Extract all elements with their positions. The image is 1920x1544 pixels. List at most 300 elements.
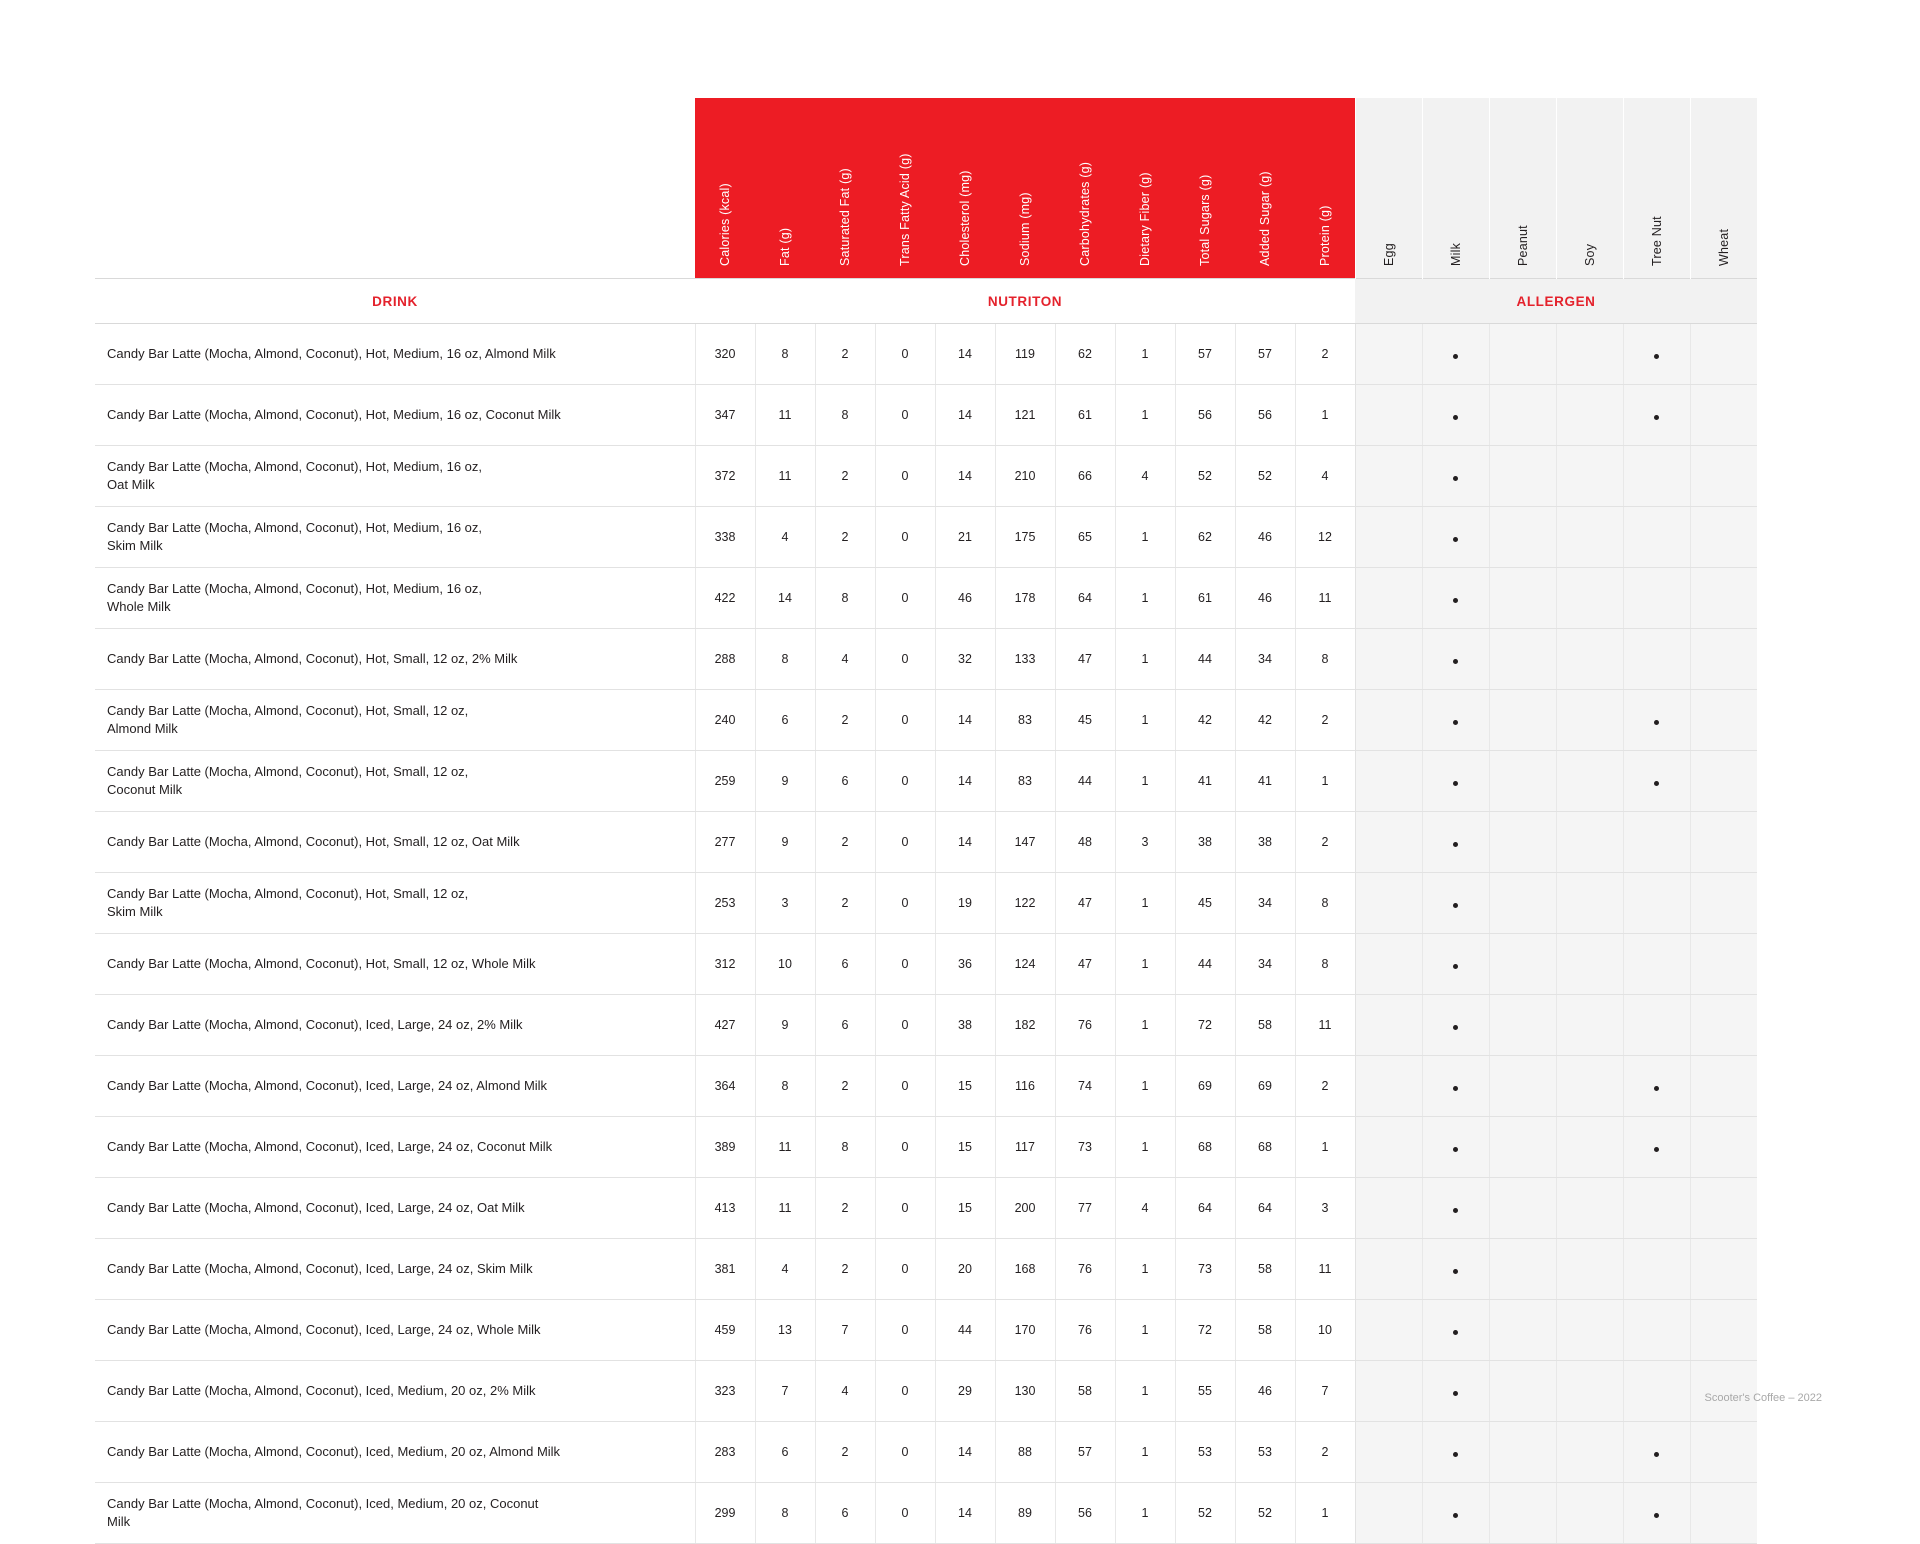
nutrition-value-cell: 1 (1295, 1117, 1355, 1178)
nutrition-value-cell: 10 (755, 934, 815, 995)
allergen-cell (1355, 324, 1422, 385)
nutrition-value-cell: 4 (1115, 1178, 1175, 1239)
allergen-cell (1623, 1056, 1690, 1117)
header-soy (1556, 98, 1623, 279)
allergen-cell (1422, 873, 1489, 934)
allergen-dot-icon (1453, 1086, 1458, 1091)
nutrition-value-cell: 34 (1235, 934, 1295, 995)
section-title-row (95, 279, 1757, 324)
table-row (95, 995, 1757, 1056)
nutrition-value-cell: 288 (695, 629, 755, 690)
header-trans-fatty-acid (875, 98, 935, 279)
drink-name-cell: Candy Bar Latte (Mocha, Almond, Coconut), Iced, Large, 24 oz, Oat Milk (95, 1178, 695, 1239)
nutrition-value-cell: 47 (1055, 873, 1115, 934)
nutrition-value-cell: 14 (935, 1422, 995, 1483)
nutrition-value-cell: 58 (1235, 1239, 1295, 1300)
header-saturated-fat (815, 98, 875, 279)
nutrition-value-cell: 11 (755, 1117, 815, 1178)
table-row (95, 507, 1757, 568)
nutrition-value-cell: 178 (995, 568, 1055, 629)
allergen-cell (1623, 1483, 1690, 1544)
nutrition-value-cell: 1 (1115, 1483, 1175, 1544)
drink-name-cell: Candy Bar Latte (Mocha, Almond, Coconut), Hot, Medium, 16 oz, Oat Milk (95, 446, 695, 507)
nutrition-value-cell: 6 (815, 934, 875, 995)
nutrition-value-cell: 15 (935, 1178, 995, 1239)
allergen-dot-icon (1453, 964, 1458, 969)
nutrition-value-cell: 61 (1175, 568, 1235, 629)
allergen-dot-icon (1654, 1147, 1659, 1152)
nutrition-value-cell: 6 (755, 690, 815, 751)
allergen-dot-icon (1453, 598, 1458, 603)
nutrition-value-cell: 7 (755, 1361, 815, 1422)
table-row (95, 1361, 1757, 1422)
nutrition-value-cell: 459 (695, 1300, 755, 1361)
nutrition-value-cell: 2 (1295, 1422, 1355, 1483)
nutrition-value-cell: 14 (935, 446, 995, 507)
allergen-cell (1556, 812, 1623, 873)
nutrition-value-cell: 62 (1055, 324, 1115, 385)
nutrition-value-cell: 147 (995, 812, 1055, 873)
nutrition-value-cell: 4 (815, 629, 875, 690)
allergen-dot-icon (1453, 1147, 1458, 1152)
nutrition-value-cell: 1 (1115, 751, 1175, 812)
allergen-cell (1422, 1361, 1489, 1422)
allergen-cell (1623, 873, 1690, 934)
allergen-cell (1690, 751, 1757, 812)
header-calories-label: Calories (kcal) (718, 183, 732, 266)
allergen-cell (1355, 1056, 1422, 1117)
nutrition-value-cell: 1 (1115, 1361, 1175, 1422)
allergen-cell (1355, 1300, 1422, 1361)
nutrition-value-cell: 58 (1235, 1300, 1295, 1361)
nutrition-value-cell: 8 (755, 629, 815, 690)
allergen-cell (1623, 1361, 1690, 1422)
allergen-cell (1422, 1239, 1489, 1300)
allergen-cell (1422, 446, 1489, 507)
nutrition-value-cell: 61 (1055, 385, 1115, 446)
nutrition-value-cell: 0 (875, 629, 935, 690)
nutrition-value-cell: 38 (935, 995, 995, 1056)
nutrition-value-cell: 56 (1175, 385, 1235, 446)
nutrition-value-cell: 9 (755, 751, 815, 812)
nutrition-value-cell: 52 (1175, 446, 1235, 507)
allergen-cell (1422, 812, 1489, 873)
allergen-cell (1422, 934, 1489, 995)
drink-name-cell: Candy Bar Latte (Mocha, Almond, Coconut), Hot, Medium, 16 oz, Almond Milk (95, 324, 695, 385)
nutrition-value-cell: 36 (935, 934, 995, 995)
nutrition-value-cell: 44 (935, 1300, 995, 1361)
nutrition-value-cell: 7 (815, 1300, 875, 1361)
drink-name-cell: Candy Bar Latte (Mocha, Almond, Coconut), Hot, Small, 12 oz, Coconut Milk (95, 751, 695, 812)
rotated-header-row (95, 98, 1757, 279)
allergen-cell (1489, 629, 1556, 690)
allergen-cell (1690, 507, 1757, 568)
allergen-cell (1690, 324, 1757, 385)
table-row (95, 1056, 1757, 1117)
nutrition-value-cell: 2 (815, 873, 875, 934)
nutrition-value-cell: 69 (1175, 1056, 1235, 1117)
allergen-cell (1623, 568, 1690, 629)
nutrition-value-cell: 8 (755, 1483, 815, 1544)
nutrition-value-cell: 312 (695, 934, 755, 995)
drink-name-cell: Candy Bar Latte (Mocha, Almond, Coconut), Hot, Medium, 16 oz, Skim Milk (95, 507, 695, 568)
allergen-cell (1556, 507, 1623, 568)
nutrition-value-cell: 64 (1235, 1178, 1295, 1239)
nutrition-value-cell: 259 (695, 751, 755, 812)
allergen-cell (1489, 1117, 1556, 1178)
allergen-cell (1556, 446, 1623, 507)
header-added-sugar (1235, 98, 1295, 279)
nutrition-value-cell: 69 (1235, 1056, 1295, 1117)
allergen-dot-icon (1453, 659, 1458, 664)
allergen-dot-icon (1453, 842, 1458, 847)
nutrition-value-cell: 133 (995, 629, 1055, 690)
allergen-cell (1489, 1483, 1556, 1544)
nutrition-value-cell: 64 (1175, 1178, 1235, 1239)
header-added-sugar-label: Added Sugar (g) (1258, 171, 1272, 266)
section-allergen: ALLERGEN (1355, 279, 1757, 324)
allergen-cell (1355, 1483, 1422, 1544)
allergen-cell (1690, 1483, 1757, 1544)
nutrition-value-cell: 14 (935, 690, 995, 751)
nutrition-value-cell: 56 (1055, 1483, 1115, 1544)
allergen-cell (1690, 995, 1757, 1056)
nutrition-value-cell: 124 (995, 934, 1055, 995)
allergen-cell (1422, 1117, 1489, 1178)
allergen-cell (1355, 507, 1422, 568)
nutrition-value-cell: 116 (995, 1056, 1055, 1117)
allergen-cell (1556, 1483, 1623, 1544)
nutrition-value-cell: 88 (995, 1422, 1055, 1483)
table-row (95, 568, 1757, 629)
nutrition-value-cell: 323 (695, 1361, 755, 1422)
nutrition-value-cell: 0 (875, 873, 935, 934)
header-soy-label: Soy (1582, 243, 1597, 266)
allergen-cell (1422, 995, 1489, 1056)
header-total-sugars (1175, 98, 1235, 279)
drink-name-cell: Candy Bar Latte (Mocha, Almond, Coconut), Iced, Medium, 20 oz, Coconut Milk (95, 1483, 695, 1544)
nutrition-value-cell: 175 (995, 507, 1055, 568)
nutrition-value-cell: 2 (815, 324, 875, 385)
nutrition-value-cell: 45 (1175, 873, 1235, 934)
allergen-dot-icon (1654, 1452, 1659, 1457)
drink-name-cell: Candy Bar Latte (Mocha, Almond, Coconut), Iced, Large, 24 oz, Coconut Milk (95, 1117, 695, 1178)
nutrition-value-cell: 0 (875, 1361, 935, 1422)
nutrition-value-cell: 14 (755, 568, 815, 629)
nutrition-value-cell: 89 (995, 1483, 1055, 1544)
nutrition-value-cell: 1 (1295, 1483, 1355, 1544)
footer-copyright: Scooter's Coffee – 2022 (1704, 1392, 1822, 1404)
table-row (95, 690, 1757, 751)
allergen-dot-icon (1654, 354, 1659, 359)
nutrition-value-cell: 364 (695, 1056, 755, 1117)
allergen-cell (1623, 1178, 1690, 1239)
allergen-cell (1489, 1178, 1556, 1239)
allergen-dot-icon (1453, 537, 1458, 542)
nutrition-value-cell: 3 (1295, 1178, 1355, 1239)
allergen-cell (1556, 873, 1623, 934)
drink-name-cell: Candy Bar Latte (Mocha, Almond, Coconut), Hot, Small, 12 oz, Whole Milk (95, 934, 695, 995)
allergen-cell (1489, 1239, 1556, 1300)
nutrition-value-cell: 0 (875, 995, 935, 1056)
allergen-cell (1422, 324, 1489, 385)
allergen-cell (1623, 1117, 1690, 1178)
nutrition-value-cell: 14 (935, 812, 995, 873)
allergen-cell (1422, 1422, 1489, 1483)
nutrition-value-cell: 58 (1055, 1361, 1115, 1422)
nutrition-value-cell: 34 (1235, 629, 1295, 690)
allergen-cell (1556, 324, 1623, 385)
nutrition-value-cell: 38 (1175, 812, 1235, 873)
nutrition-value-cell: 0 (875, 812, 935, 873)
header-dietary-fiber-label: Dietary Fiber (g) (1138, 172, 1152, 266)
table-body (95, 324, 1757, 1544)
nutrition-value-cell: 57 (1055, 1422, 1115, 1483)
nutrition-value-cell: 2 (815, 812, 875, 873)
nutrition-value-cell: 11 (1295, 1239, 1355, 1300)
nutrition-value-cell: 13 (755, 1300, 815, 1361)
allergen-cell (1355, 934, 1422, 995)
allergen-cell (1422, 1483, 1489, 1544)
allergen-cell (1690, 1056, 1757, 1117)
nutrition-value-cell: 29 (935, 1361, 995, 1422)
nutrition-value-cell: 2 (815, 1178, 875, 1239)
nutrition-value-cell: 381 (695, 1239, 755, 1300)
nutrition-value-cell: 2 (1295, 812, 1355, 873)
nutrition-value-cell: 0 (875, 568, 935, 629)
allergen-cell (1690, 1239, 1757, 1300)
nutrition-value-cell: 57 (1175, 324, 1235, 385)
section-drink: DRINK (95, 279, 695, 324)
allergen-cell (1355, 446, 1422, 507)
nutrition-value-cell: 9 (755, 812, 815, 873)
nutrition-value-cell: 299 (695, 1483, 755, 1544)
drink-name-cell: Candy Bar Latte (Mocha, Almond, Coconut), Hot, Small, 12 oz, Almond Milk (95, 690, 695, 751)
table-row (95, 1300, 1757, 1361)
allergen-cell (1556, 1361, 1623, 1422)
allergen-cell (1690, 812, 1757, 873)
nutrition-value-cell: 11 (755, 446, 815, 507)
nutrition-value-cell: 41 (1235, 751, 1295, 812)
allergen-cell (1690, 629, 1757, 690)
nutrition-value-cell: 1 (1115, 1422, 1175, 1483)
nutrition-value-cell: 320 (695, 324, 755, 385)
nutrition-value-cell: 73 (1055, 1117, 1115, 1178)
nutrition-value-cell: 41 (1175, 751, 1235, 812)
nutrition-value-cell: 121 (995, 385, 1055, 446)
drink-name-cell: Candy Bar Latte (Mocha, Almond, Coconut), Iced, Large, 24 oz, Skim Milk (95, 1239, 695, 1300)
nutrition-value-cell: 1 (1115, 1117, 1175, 1178)
nutrition-value-cell: 73 (1175, 1239, 1235, 1300)
allergen-dot-icon (1453, 1513, 1458, 1518)
nutrition-value-cell: 11 (1295, 568, 1355, 629)
allergen-cell (1489, 568, 1556, 629)
allergen-dot-icon (1453, 1025, 1458, 1030)
nutrition-value-cell: 83 (995, 690, 1055, 751)
nutrition-value-cell: 77 (1055, 1178, 1115, 1239)
allergen-dot-icon (1453, 415, 1458, 420)
header-total-sugars-label: Total Sugars (g) (1198, 174, 1212, 266)
allergen-cell (1489, 1422, 1556, 1483)
allergen-dot-icon (1453, 720, 1458, 725)
allergen-dot-icon (1453, 1452, 1458, 1457)
nutrition-value-cell: 64 (1055, 568, 1115, 629)
header-tree-nut-label: Tree Nut (1649, 216, 1664, 266)
nutrition-value-cell: 48 (1055, 812, 1115, 873)
table-row (95, 812, 1757, 873)
allergen-dot-icon (1654, 1513, 1659, 1518)
drink-name-cell: Candy Bar Latte (Mocha, Almond, Coconut), Iced, Large, 24 oz, Almond Milk (95, 1056, 695, 1117)
nutrition-value-cell: 19 (935, 873, 995, 934)
nutrition-value-cell: 338 (695, 507, 755, 568)
nutrition-value-cell: 68 (1175, 1117, 1235, 1178)
allergen-cell (1489, 690, 1556, 751)
allergen-cell (1422, 690, 1489, 751)
nutrition-value-cell: 6 (755, 1422, 815, 1483)
allergen-cell (1489, 446, 1556, 507)
nutrition-value-cell: 130 (995, 1361, 1055, 1422)
allergen-cell (1690, 1300, 1757, 1361)
nutrition-value-cell: 0 (875, 1178, 935, 1239)
nutrition-value-cell: 0 (875, 507, 935, 568)
allergen-cell (1690, 873, 1757, 934)
nutrition-value-cell: 117 (995, 1117, 1055, 1178)
allergen-cell (1355, 751, 1422, 812)
allergen-cell (1623, 507, 1690, 568)
nutrition-value-cell: 76 (1055, 1300, 1115, 1361)
allergen-cell (1556, 385, 1623, 446)
allergen-cell (1422, 507, 1489, 568)
allergen-cell (1556, 1239, 1623, 1300)
allergen-cell (1556, 629, 1623, 690)
nutrition-value-cell: 253 (695, 873, 755, 934)
nutrition-value-cell: 1 (1115, 995, 1175, 1056)
nutrition-value-cell: 1 (1115, 629, 1175, 690)
nutrition-value-cell: 52 (1235, 1483, 1295, 1544)
allergen-cell (1489, 385, 1556, 446)
allergen-cell (1489, 873, 1556, 934)
allergen-cell (1422, 1178, 1489, 1239)
table-row (95, 873, 1757, 934)
allergen-cell (1422, 1056, 1489, 1117)
allergen-cell (1623, 690, 1690, 751)
header-carbohydrates-label: Carbohydrates (g) (1078, 161, 1092, 266)
nutrition-value-cell: 44 (1175, 934, 1235, 995)
drink-name-cell: Candy Bar Latte (Mocha, Almond, Coconut), Hot, Small, 12 oz, Skim Milk (95, 873, 695, 934)
allergen-cell (1690, 1178, 1757, 1239)
drink-name-cell: Candy Bar Latte (Mocha, Almond, Coconut), Iced, Medium, 20 oz, Almond Milk (95, 1422, 695, 1483)
allergen-cell (1690, 1117, 1757, 1178)
allergen-cell (1355, 385, 1422, 446)
allergen-dot-icon (1453, 354, 1458, 359)
nutrition-table (95, 98, 1757, 1544)
nutrition-value-cell: 8 (1295, 629, 1355, 690)
header-peanut-label: Peanut (1515, 225, 1530, 266)
nutrition-value-cell: 2 (815, 446, 875, 507)
nutrition-value-cell: 1 (1115, 385, 1175, 446)
nutrition-value-cell: 240 (695, 690, 755, 751)
allergen-dot-icon (1453, 1208, 1458, 1213)
allergen-cell (1422, 385, 1489, 446)
allergen-cell (1489, 1056, 1556, 1117)
nutrition-value-cell: 8 (815, 568, 875, 629)
nutrition-value-cell: 2 (815, 1422, 875, 1483)
allergen-cell (1556, 934, 1623, 995)
nutrition-value-cell: 8 (755, 324, 815, 385)
header-peanut (1489, 98, 1556, 279)
nutrition-value-cell: 389 (695, 1117, 755, 1178)
nutrition-value-cell: 74 (1055, 1056, 1115, 1117)
header-tree-nut (1623, 98, 1690, 279)
allergen-cell (1623, 812, 1690, 873)
allergen-dot-icon (1453, 1330, 1458, 1335)
nutrition-value-cell: 1 (1115, 873, 1175, 934)
header-milk-label: Milk (1448, 242, 1463, 266)
allergen-cell (1623, 995, 1690, 1056)
nutrition-value-cell: 372 (695, 446, 755, 507)
nutrition-value-cell: 47 (1055, 629, 1115, 690)
allergen-cell (1422, 1300, 1489, 1361)
allergen-cell (1556, 1422, 1623, 1483)
allergen-cell (1355, 1117, 1422, 1178)
drink-name-cell: Candy Bar Latte (Mocha, Almond, Coconut), Iced, Large, 24 oz, 2% Milk (95, 995, 695, 1056)
allergen-cell (1489, 751, 1556, 812)
header-wheat-label: Wheat (1716, 228, 1731, 266)
nutrition-value-cell: 8 (815, 385, 875, 446)
allergen-cell (1489, 1300, 1556, 1361)
allergen-cell (1489, 812, 1556, 873)
allergen-cell (1690, 385, 1757, 446)
nutrition-value-cell: 0 (875, 690, 935, 751)
nutrition-value-cell: 283 (695, 1422, 755, 1483)
nutrition-value-cell: 1 (1115, 507, 1175, 568)
allergen-cell (1422, 568, 1489, 629)
allergen-cell (1690, 934, 1757, 995)
nutrition-value-cell: 42 (1175, 690, 1235, 751)
nutrition-value-cell: 15 (935, 1117, 995, 1178)
nutrition-value-cell: 0 (875, 446, 935, 507)
allergen-dot-icon (1453, 903, 1458, 908)
table-row (95, 385, 1757, 446)
allergen-dot-icon (1453, 1269, 1458, 1274)
allergen-cell (1355, 629, 1422, 690)
nutrition-value-cell: 52 (1235, 446, 1295, 507)
table-row (95, 1178, 1757, 1239)
drink-name-cell: Candy Bar Latte (Mocha, Almond, Coconut), Hot, Small, 12 oz, Oat Milk (95, 812, 695, 873)
nutrition-value-cell: 83 (995, 751, 1055, 812)
nutrition-value-cell: 45 (1055, 690, 1115, 751)
nutrition-value-cell: 8 (1295, 873, 1355, 934)
allergen-cell (1355, 1422, 1422, 1483)
nutrition-value-cell: 1 (1115, 1300, 1175, 1361)
allergen-cell (1623, 1300, 1690, 1361)
nutrition-value-cell: 11 (1295, 995, 1355, 1056)
allergen-cell (1623, 324, 1690, 385)
nutrition-value-cell: 3 (1115, 812, 1175, 873)
nutrition-value-cell: 11 (755, 385, 815, 446)
nutrition-value-cell: 2 (815, 690, 875, 751)
nutrition-value-cell: 1 (1295, 751, 1355, 812)
allergen-cell (1489, 934, 1556, 995)
nutrition-value-cell: 44 (1175, 629, 1235, 690)
nutrition-value-cell: 53 (1235, 1422, 1295, 1483)
nutrition-value-cell: 2 (815, 507, 875, 568)
allergen-cell (1355, 873, 1422, 934)
allergen-cell (1690, 690, 1757, 751)
allergen-dot-icon (1453, 1391, 1458, 1396)
allergen-cell (1355, 568, 1422, 629)
nutrition-value-cell: 0 (875, 1300, 935, 1361)
